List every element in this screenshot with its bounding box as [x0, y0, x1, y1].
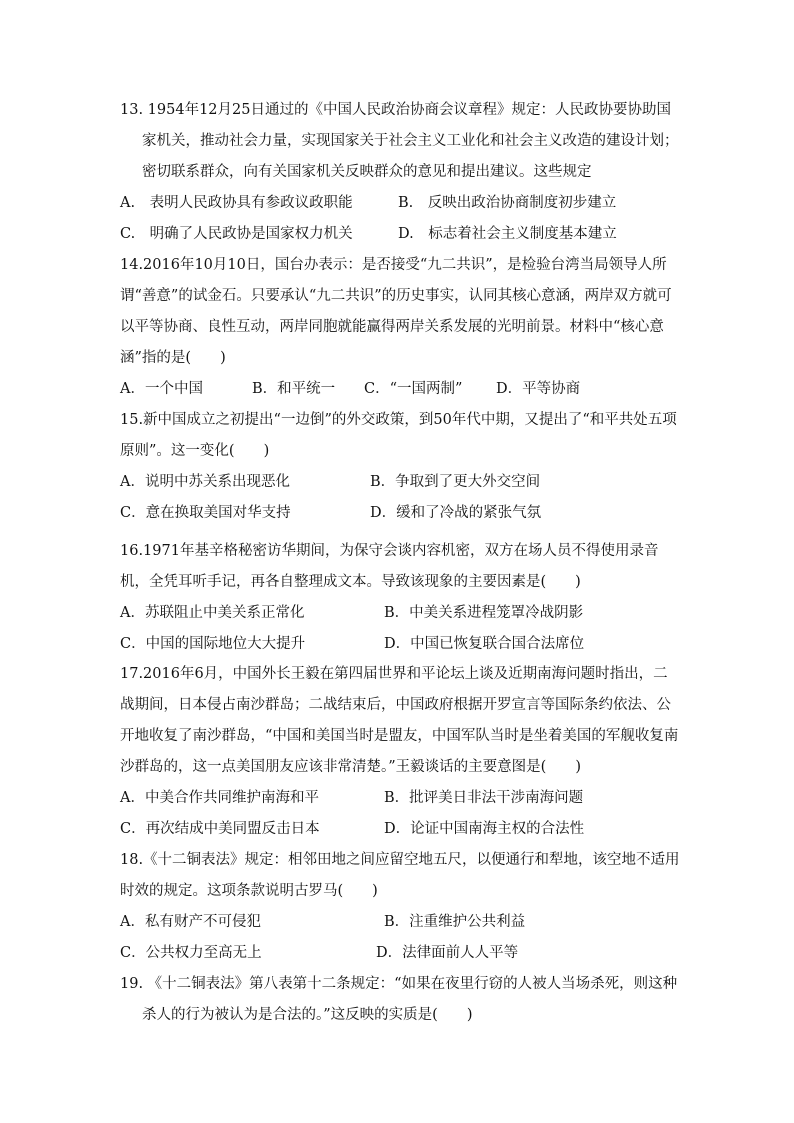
option-d[interactable]: D．平等协商 [496, 381, 581, 397]
options-row [120, 374, 680, 405]
option-c[interactable]: C．中国的国际地位大大提升 [120, 636, 306, 652]
options-row [120, 467, 680, 498]
options-row [120, 783, 680, 814]
question-stem: 14.2016年10月10日，国台办表示：是否接受“九二共识”，是检验台湾当局领导人所谓“善意”的试金石。只要承认“九二共识”的历史事实，认同其核心意涵，两岸双方就可以平等协商、良性互动，两岸同胞就能赢得两岸关系发展的光明前景。材料中“核心意涵”指的是( ) [120, 257, 672, 366]
option-d[interactable]: D. 标志着社会主义制度基本建立 [398, 226, 617, 242]
options-row [120, 188, 680, 219]
option-a[interactable]: A. 表明人民政协具有参政议政职能 [120, 195, 353, 211]
option-a[interactable]: A．私有财产不可侵犯 [120, 914, 261, 930]
option-d[interactable]: D．缓和了冷战的紧张气氛 [370, 505, 542, 521]
question-17 [120, 659, 680, 845]
option-a[interactable]: A．一个中国 [120, 381, 203, 397]
option-b[interactable]: B．注重维护公共利益 [384, 914, 526, 930]
option-a[interactable]: A．苏联阻止中美关系正常化 [120, 605, 305, 621]
question-13 [120, 95, 680, 250]
options-row [120, 498, 680, 529]
option-b[interactable]: B．批评美日非法干涉南海问题 [384, 790, 584, 806]
question-stem: 18.《十二铜表法》规定：相邻田地之间应留空地五尺，以便通行和犁地，该空地不适用时效的规定。这项条款说明古罗马( ) [120, 852, 680, 899]
question-stem: 19. 《十二铜表法》第八表第十二条规定：“如果在夜里行窃的人被人当场杀死，则这种杀人的行为被认为是合法的。”这反映的实质是( ) [120, 976, 678, 1023]
option-a[interactable]: A．说明中苏关系出现恶化 [120, 474, 290, 490]
option-d[interactable]: D．论证中国南海主权的合法性 [384, 821, 585, 837]
question-16 [120, 536, 680, 660]
option-d[interactable]: D．中国已恢复联合国合法席位 [384, 636, 585, 652]
option-c[interactable]: C．再次结成中美同盟反击日本 [120, 821, 320, 837]
question-14 [120, 250, 680, 405]
question-stem: 16.1971年基辛格秘密访华期间，为保守会谈内容机密，双方在场人员不得使用录音机，全凭耳听手记，再各自整理成文本。导致该现象的主要因素是( ) [120, 543, 659, 590]
option-b[interactable]: B. 反映出政治协商制度初步建立 [398, 195, 617, 211]
question-18 [120, 845, 680, 969]
question-19 [120, 969, 680, 1031]
options-row [120, 814, 680, 845]
option-c[interactable]: C．“一国两制” [364, 381, 463, 397]
question-stem: 15.新中国成立之初提出“一边倒”的外交政策，到50年代中期，又提出了“和平共处五项原则”。这一变化( ) [120, 412, 677, 459]
options-row [120, 219, 680, 250]
option-b[interactable]: B．和平统一 [252, 381, 336, 397]
options-row [120, 629, 680, 660]
question-stem: 13. 1954年12月25日通过的《中国人民政治协商会议章程》规定：人民政协要协助国家机关，推动社会力量，实现国家关于社会主义工业化和社会主义改造的建设计划；密切联系群众，向有关国家机关反映群众的意见和提出建议。这些规定 [120, 102, 679, 180]
option-c[interactable]: C. 明确了人民政协是国家权力机关 [120, 226, 353, 242]
question-15 [120, 405, 680, 529]
option-a[interactable]: A．中美合作共同维护南海和平 [120, 790, 319, 806]
option-b[interactable]: B．争取到了更大外交空间 [370, 474, 541, 490]
option-b[interactable]: B．中美关系进程笼罩冷战阴影 [384, 605, 584, 621]
options-row [120, 598, 680, 629]
option-c[interactable]: C．意在换取美国对华支持 [120, 505, 291, 521]
options-row [120, 938, 680, 969]
option-d[interactable]: D．法律面前人人平等 [376, 945, 519, 961]
option-c[interactable]: C．公共权力至高无上 [120, 945, 262, 961]
question-stem: 17.2016年6月，中国外长王毅在第四届世界和平论坛上谈及近期南海问题时指出，二战期间，日本侵占南沙群岛；二战结束后，中国政府根据开罗宣言等国际条约依法、公开地收复了南沙群岛，“中国和美国当时是盟友，中国军队当时是坐着美国的军舰收复南沙群岛的，这一点美国朋友应该非常清楚。”王毅谈话的主要意图是( ) [120, 666, 679, 775]
options-row [120, 907, 680, 938]
